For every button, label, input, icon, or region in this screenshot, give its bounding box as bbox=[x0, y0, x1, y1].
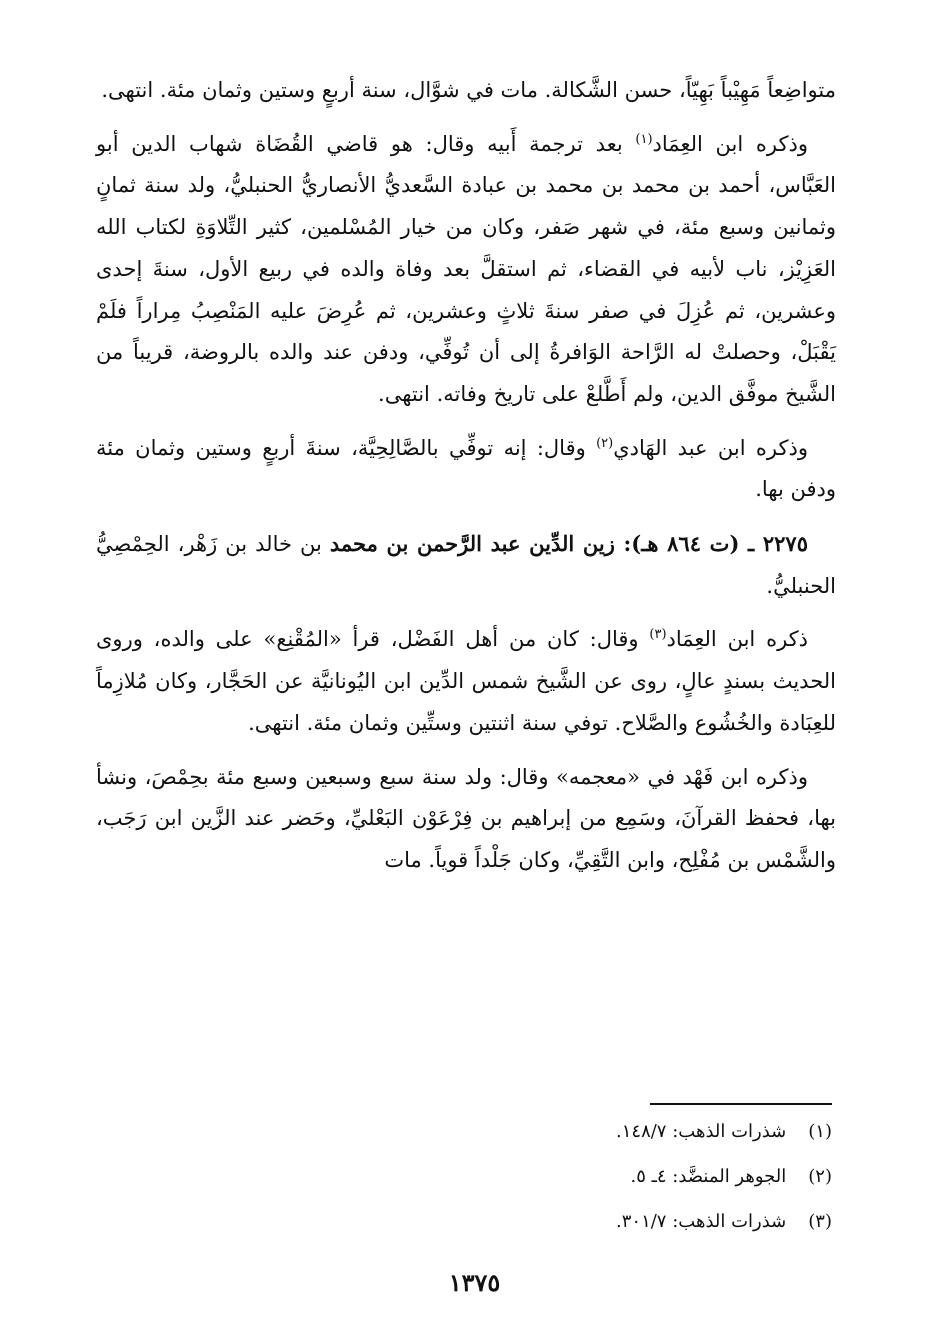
paragraph-text-rest: وقال: إنه توفِّي بالصَّالِحِيَّة، سنةَ أربعٍ وستين وثمان مئة ودفن بها. bbox=[96, 435, 836, 502]
paragraph-text: متواضِعاً مَهِيْباً بَهِيّاً، حسن الشَّكالة. مات في شوَّال، سنة أربعٍ وستين وثمان مئة. انتهى. bbox=[101, 78, 836, 102]
footnote-ref-1: (١) bbox=[635, 131, 653, 147]
footnote-number: (٢) bbox=[808, 1166, 832, 1187]
paragraph-ibn-abd-al-hadi bbox=[96, 428, 836, 511]
footnote-number: (١) bbox=[808, 1121, 832, 1142]
paragraph-ibn-al-imad-1 bbox=[96, 124, 836, 416]
paragraph-continuation bbox=[96, 70, 836, 112]
paragraph-ibn-al-imad-3 bbox=[96, 619, 836, 744]
footnote-ref-3: (٣) bbox=[649, 627, 667, 643]
paragraph-text: وذكره ابن فَهْد في «معجمه» وقال: ولد سنة سبع وسبعين وسبع مئة بحِمْصَ، ونشأ بها، فحفظ القرآنَ، وسَمِع من إبراهيم بن فِرْعَوْن البَعْليِّ، وحَضر عند الزَّين ابن رَجَب، والشَّمْس بن مُفْلِح، وابن التَّقِيِّ، وكان جَلْداً قوياً. مات bbox=[96, 764, 836, 872]
footnote-text: شذرات الذهب: ٣٠١/٧. bbox=[616, 1211, 787, 1232]
footnote-number: (٣) bbox=[808, 1211, 832, 1232]
entry-heading-rest: بن خالد بن زَهْر، الحِمْصِيُّ الحنبليُّ. bbox=[96, 532, 836, 598]
paragraph-text-rest: بعد ترجمة أَبيه وقال: هو قاضي القُضَاة شهاب الدين أبو العَبَّاس، أحمد بن محمد بن محمد بن عبادة السَّعديُّ الأنصاريُّ الحنبليُّ، ولد سنة ثمانٍ وثمانين وسبع مئة، في شهر صَفر، وكان من خيار المُسْلمين، كثير التِّلاوَةِ لكتاب الله العَزِيْز، ناب لأبيه في القضاء، ثم استقلَّ بعد وفاة والده في ربيع الأول، سنةَ إحدى وعشرين، ثم عُزِلَ في صفر سنةَ ثلاثٍ وعشرين، ثم عُرِضَ عليه المَنْصِبُ مِراراً فلَمْ يَقْبَلْ، وحصلتْ له الرَّاحة الوَافرةُ إلى أن تُوفِّي، ودفن عند والده بالروضة، قريباً من الشَّيخ موفَّق الدين، ولم أَطَّلعْ على تاريخ وفاته. انتهى. bbox=[96, 131, 836, 406]
footnote-text: الجوهر المنضَّد: ٤ـ ٥. bbox=[630, 1166, 787, 1187]
page-body bbox=[96, 70, 836, 894]
paragraph-text-rest: وقال: كان من أهل الفَضْل، قرأ «المُقْنِع» على والده، وروى الحديث بسندٍ عالٍ، روى عن الشَّيخ شمس الدِّين ابن اليُونانيَّة عن الحَجَّار، وكان مُلازِماً للعِبَادة والخُشُوع والصَّلاح. توفي سنة اثنتين وستِّين وثمان مئة. انتهى. bbox=[96, 627, 836, 735]
paragraph-text-start: ذكره ابن العِمَاد bbox=[666, 627, 809, 652]
page-number: ١٣٧٥ bbox=[448, 1268, 501, 1297]
footnote-separator bbox=[650, 1103, 832, 1105]
footnote-2 bbox=[400, 1165, 832, 1188]
footnote-text: شذرات الذهب: ١٤٨/٧. bbox=[616, 1121, 787, 1142]
entry-heading-bold: ٢٢٧٥ ـ (ت ٨٦٤ هـ): زين الدِّين عبد الرَّحمن بن محمد bbox=[329, 531, 808, 557]
footnote-ref-2: (٢) bbox=[596, 435, 614, 451]
paragraph-ibn-fahd bbox=[96, 757, 836, 882]
entry-heading-2275 bbox=[96, 523, 836, 607]
paragraph-text-start: وذكره ابن العِمَاد bbox=[652, 131, 808, 156]
footnotes bbox=[400, 1120, 832, 1255]
footnote-1 bbox=[400, 1120, 832, 1143]
paragraph-text-start: وذكره ابن عبد الهَادي bbox=[613, 435, 808, 460]
footnote-3 bbox=[400, 1210, 832, 1233]
